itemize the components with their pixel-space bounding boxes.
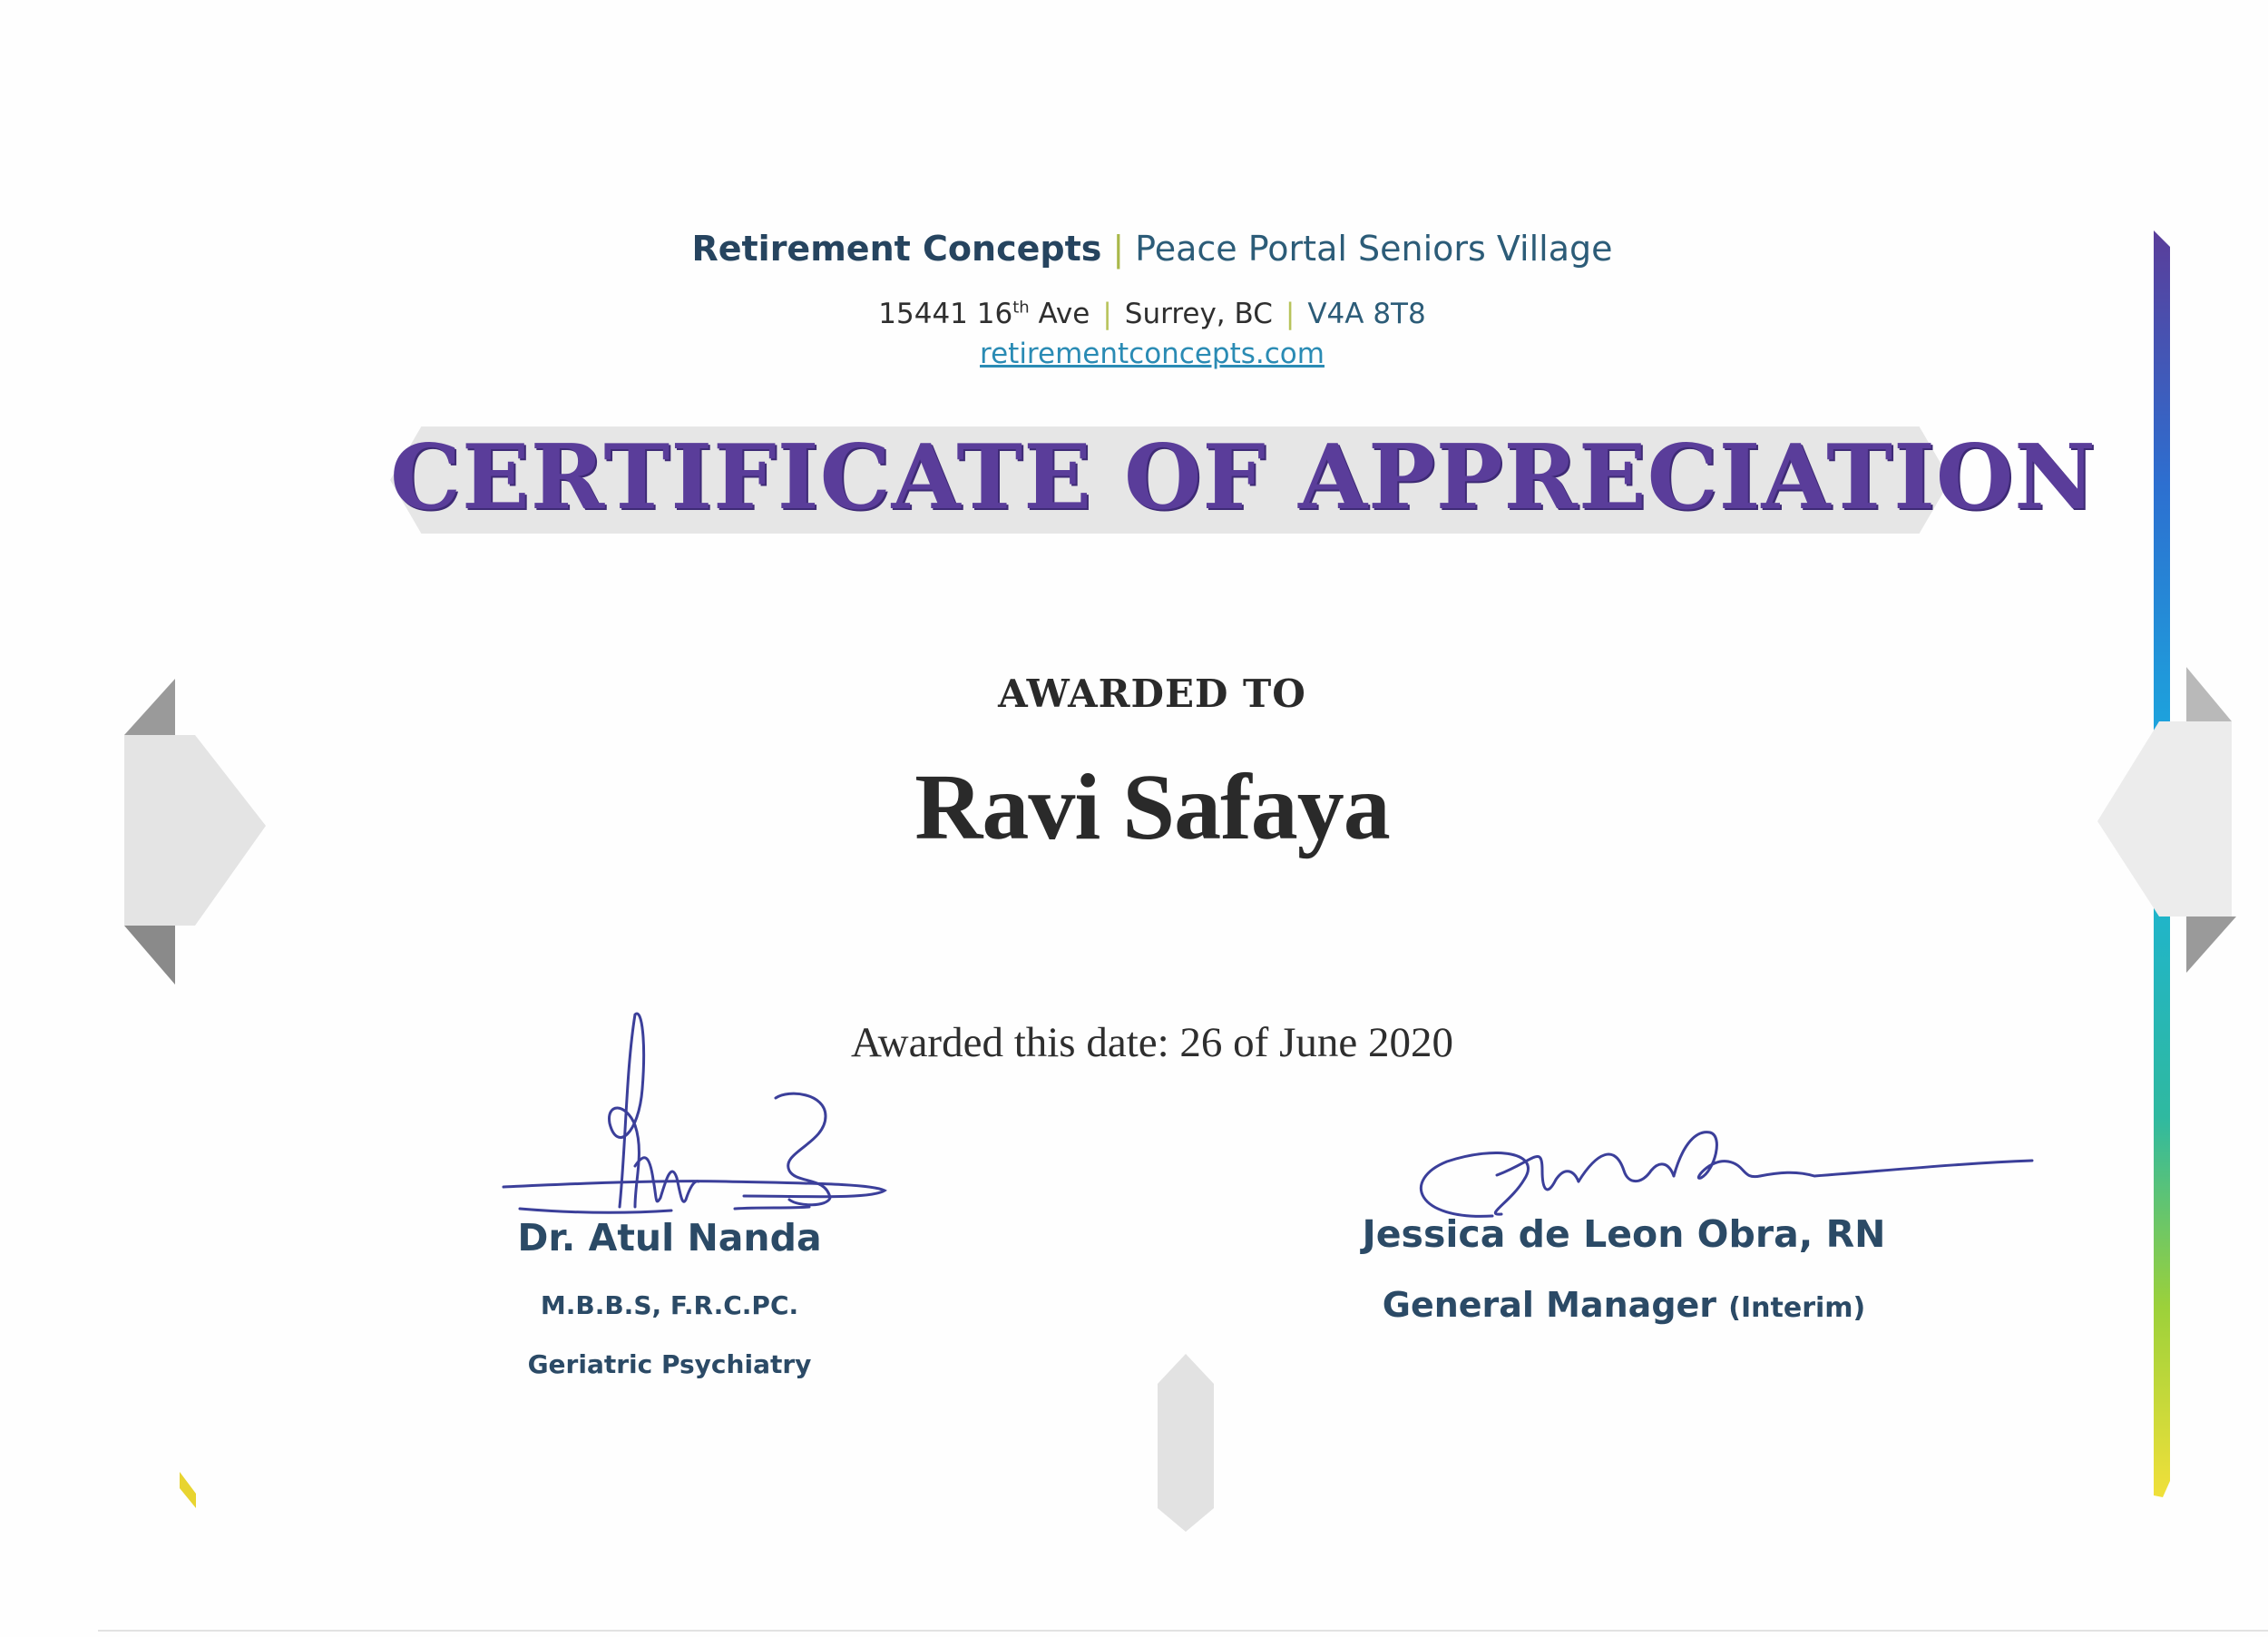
signatory-title xyxy=(1306,1285,1941,1325)
city: Surrey, BC xyxy=(1124,298,1273,330)
signature-jessica-de-leon-obra xyxy=(1421,1132,2032,1217)
signatory-title-note: (Interim) xyxy=(1728,1292,1866,1324)
signatory-left xyxy=(397,1216,942,1379)
street-number: 15441 16 xyxy=(878,298,1013,330)
awarded-to-label: AWARDED TO xyxy=(998,671,1306,716)
street-suffix: th xyxy=(1012,298,1030,318)
signature-atul-nanda xyxy=(503,1014,885,1212)
street-name: Ave xyxy=(1038,298,1090,330)
certificate-title: CERTIFICATE OF APPRECIATION xyxy=(390,426,2097,530)
award-date: Awarded this date: 26 of June 2020 xyxy=(851,1019,1453,1066)
signatory-credentials: M.B.B.S, F.R.C.PC. xyxy=(540,1290,799,1320)
organization-name: Retirement Concepts xyxy=(691,229,1102,269)
website-link[interactable]: retirementconcepts.com xyxy=(980,338,1325,370)
signatory-name: Dr. Atul Nanda xyxy=(517,1216,822,1260)
separator: | xyxy=(1102,298,1112,330)
signatory-name: Jessica de Leon Obra, RN xyxy=(1362,1212,1886,1256)
signatory-title-text: General Manager xyxy=(1382,1285,1717,1325)
facility-name: Peace Portal Seniors Village xyxy=(1135,229,1613,269)
signatory-right xyxy=(1306,1212,1941,1325)
separator: | xyxy=(1112,229,1125,269)
recipient-name: Ravi Safaya xyxy=(914,755,1390,859)
signatory-department: Geriatric Psychiatry xyxy=(527,1349,812,1379)
separator: | xyxy=(1285,298,1295,330)
postal-code: V4A 8T8 xyxy=(1307,298,1426,330)
